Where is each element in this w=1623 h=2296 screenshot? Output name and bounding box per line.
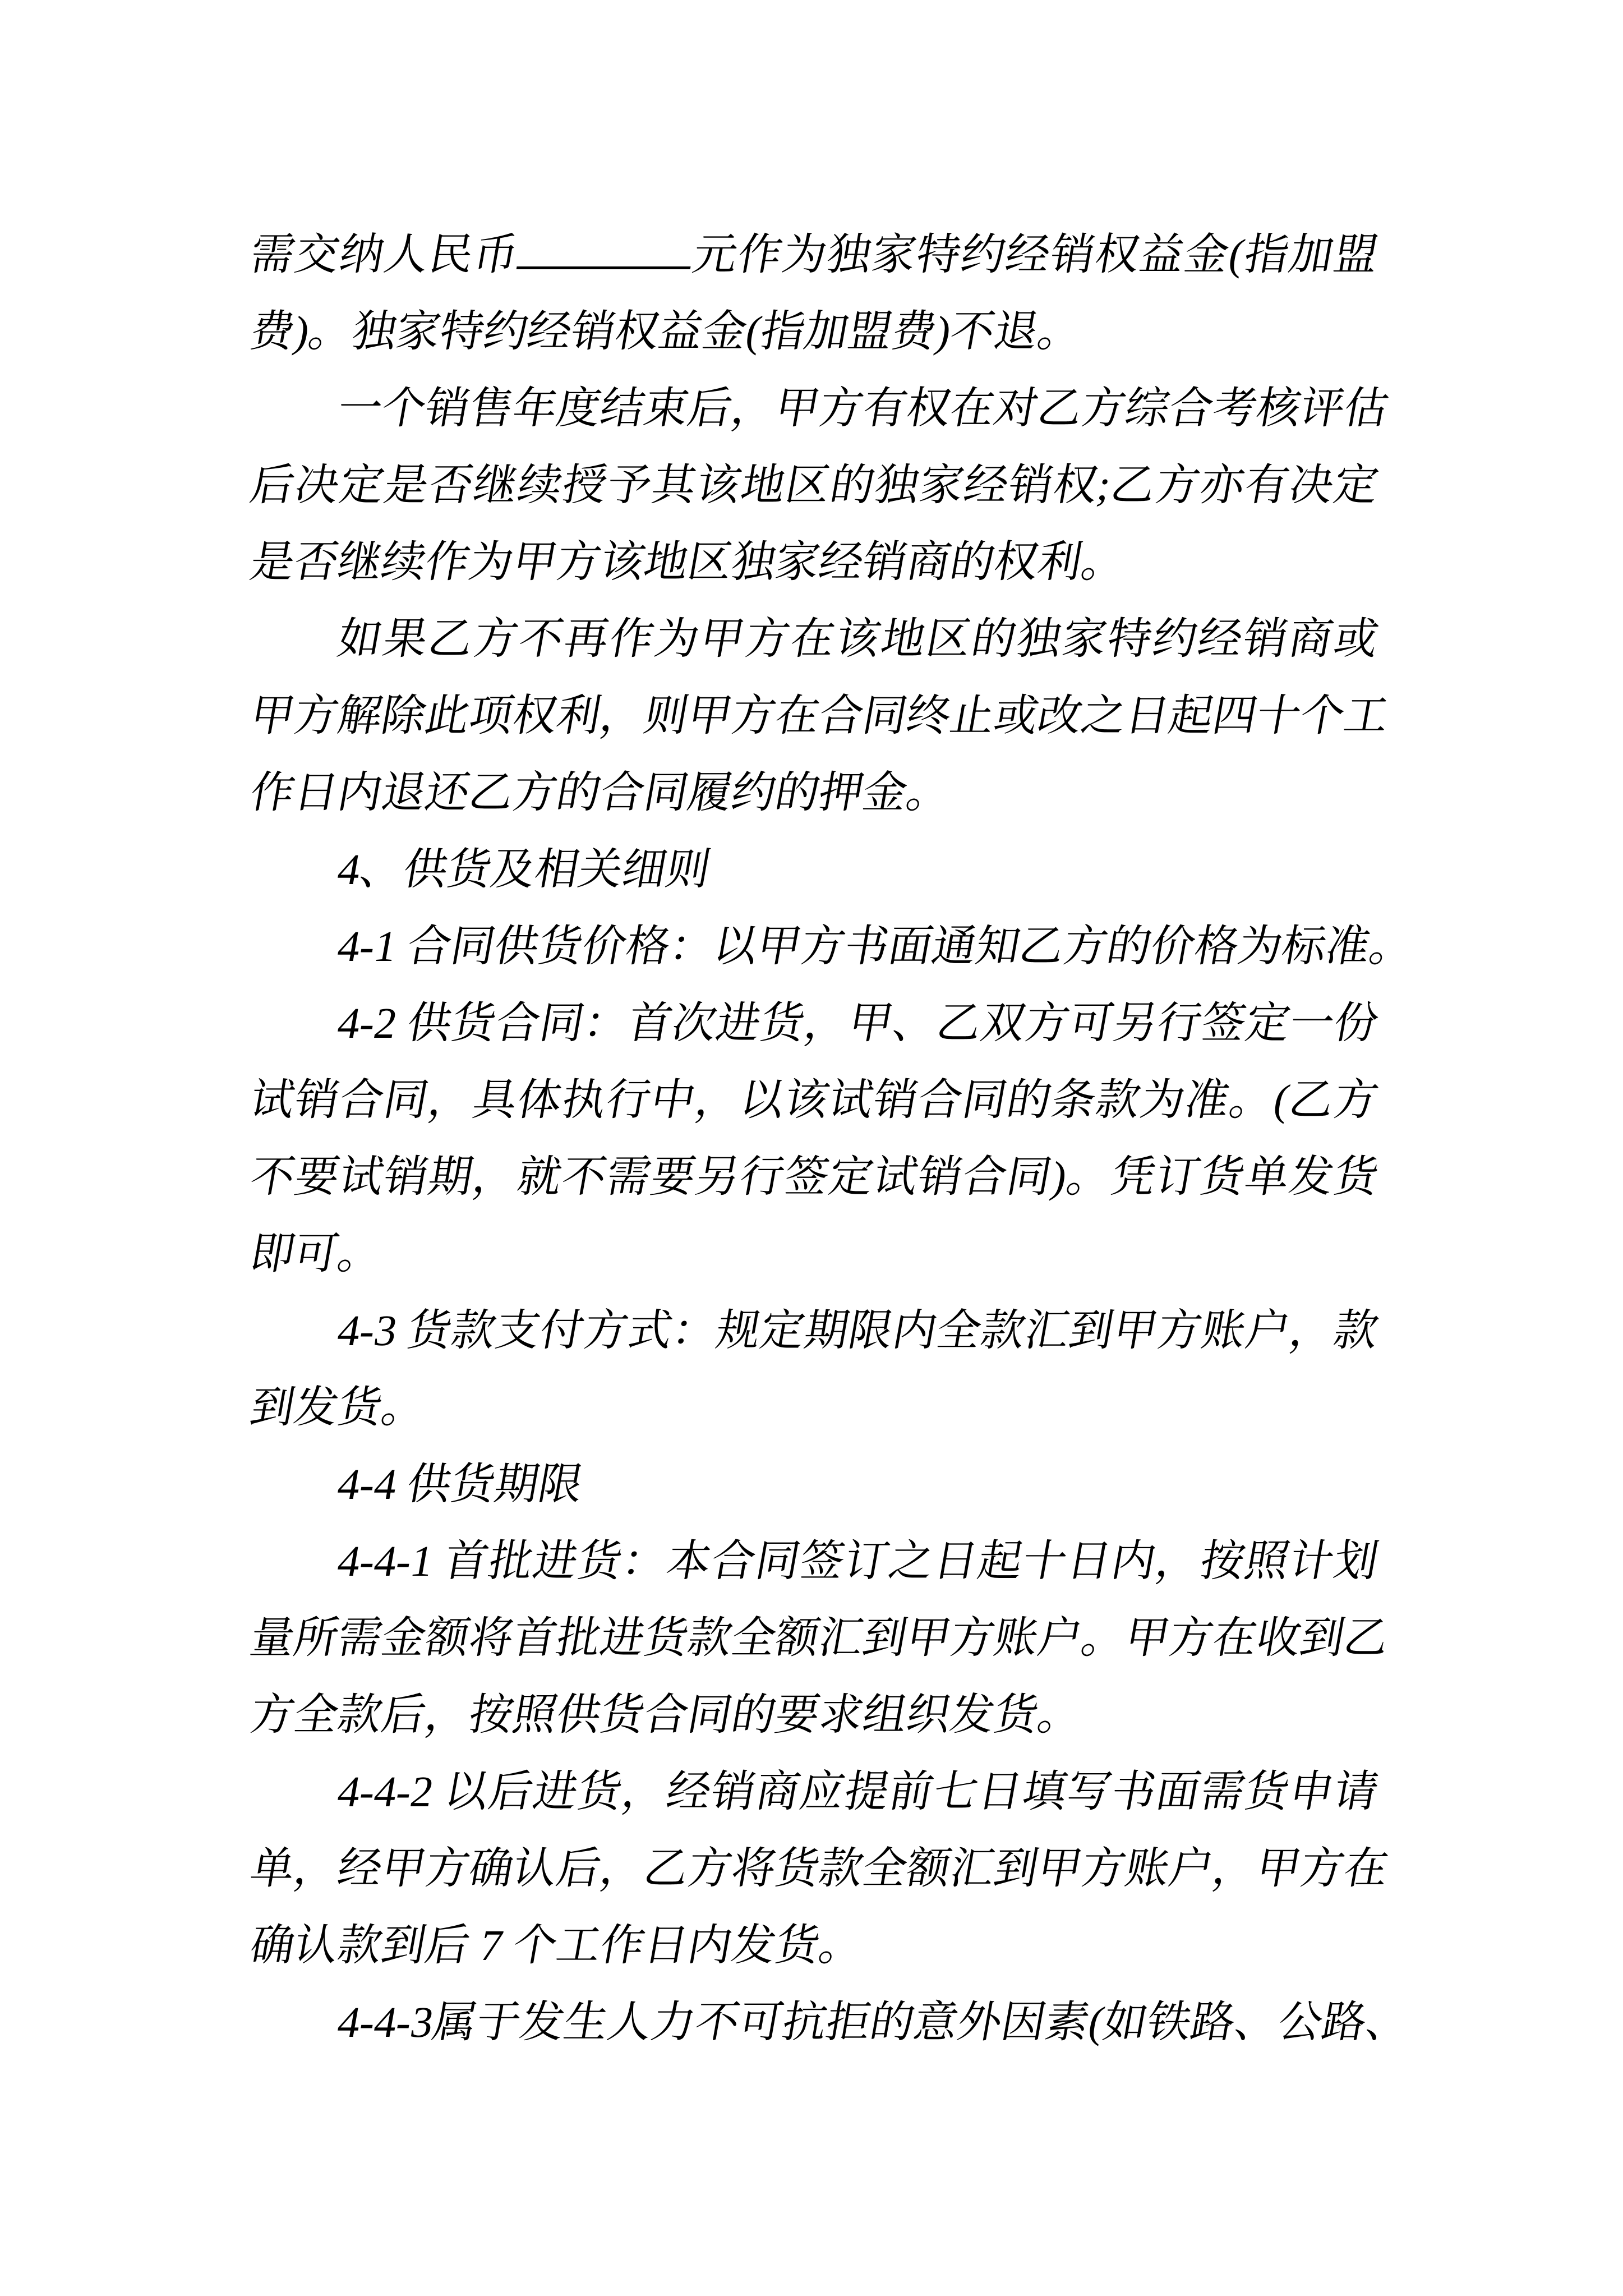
text-line: 4-1 合同供货价格：以甲方书面通知乙方的价格为标准。 bbox=[334, 922, 1418, 970]
text-line: 需交纳人民币 元作为独家特约经销权益金(指加盟 bbox=[246, 230, 1382, 279]
text-line: 后决定是否继续授予其该地区的独家经销权;乙方亦有决定 bbox=[246, 461, 1382, 509]
text-line: 一个销售年度结束后，甲方有权在对乙方综合考核评估 bbox=[334, 384, 1393, 432]
fill-in-blank-underline bbox=[516, 232, 697, 269]
text-line: 如果乙方不再作为甲方在该地区的独家特约经销商或 bbox=[334, 614, 1382, 663]
text-line: 甲方解除此项权利，则甲方在合同终止或改之日起四十个工 bbox=[246, 691, 1393, 740]
text-line: 4-4-1 首批进货：本合同签订之日起十日内，按照计划 bbox=[334, 1536, 1382, 1585]
text-line: 4-4 供货期限 bbox=[334, 1460, 587, 1508]
text-line: 4-2 供货合同：首次进货，甲、乙双方可另行签定一份 bbox=[334, 999, 1382, 1047]
text-line: 量所需金额将首批进货款全额汇到甲方账户。甲方在收到乙 bbox=[246, 1613, 1393, 1662]
text-line: 4、供货及相关细则 bbox=[334, 845, 715, 894]
text-line: 到发货。 bbox=[246, 1383, 431, 1432]
text-line: 费)。独家特约经销权益金(指加盟费)不退。 bbox=[246, 307, 1086, 356]
text-line: 即可。 bbox=[246, 1229, 387, 1278]
text-line: 确认款到后 7 个工作日内发货。 bbox=[246, 1921, 868, 1970]
document-body bbox=[246, 216, 1418, 2060]
text-line: 4-4-2 以后进货，经销商应提前七日填写书面需货申请 bbox=[334, 1767, 1382, 1816]
text-line: 不要试销期，就不需要另行签定试销合同)。凭订货单发货 bbox=[246, 1152, 1382, 1201]
text-line: 方全款后，按照供货合同的要求组织发货。 bbox=[246, 1690, 1087, 1739]
text-line: 是否继续作为甲方该地区独家经销商的权利。 bbox=[246, 537, 1131, 586]
text-line: 作日内退还乙方的合同履约的押金。 bbox=[246, 768, 956, 817]
text-line: 单，经甲方确认后，乙方将货款全额汇到甲方账户，甲方在 bbox=[246, 1844, 1393, 1893]
text-line: 4-3 货款支付方式：规定期限内全款汇到甲方账户，款 bbox=[334, 1306, 1382, 1355]
text-line: 4-4-3属于发生人力不可抗拒的意外因素(如铁路、公路、 bbox=[334, 1998, 1414, 2046]
text-line: 试销合同，具体执行中，以该试销合同的条款为准。(乙方 bbox=[246, 1075, 1382, 1124]
